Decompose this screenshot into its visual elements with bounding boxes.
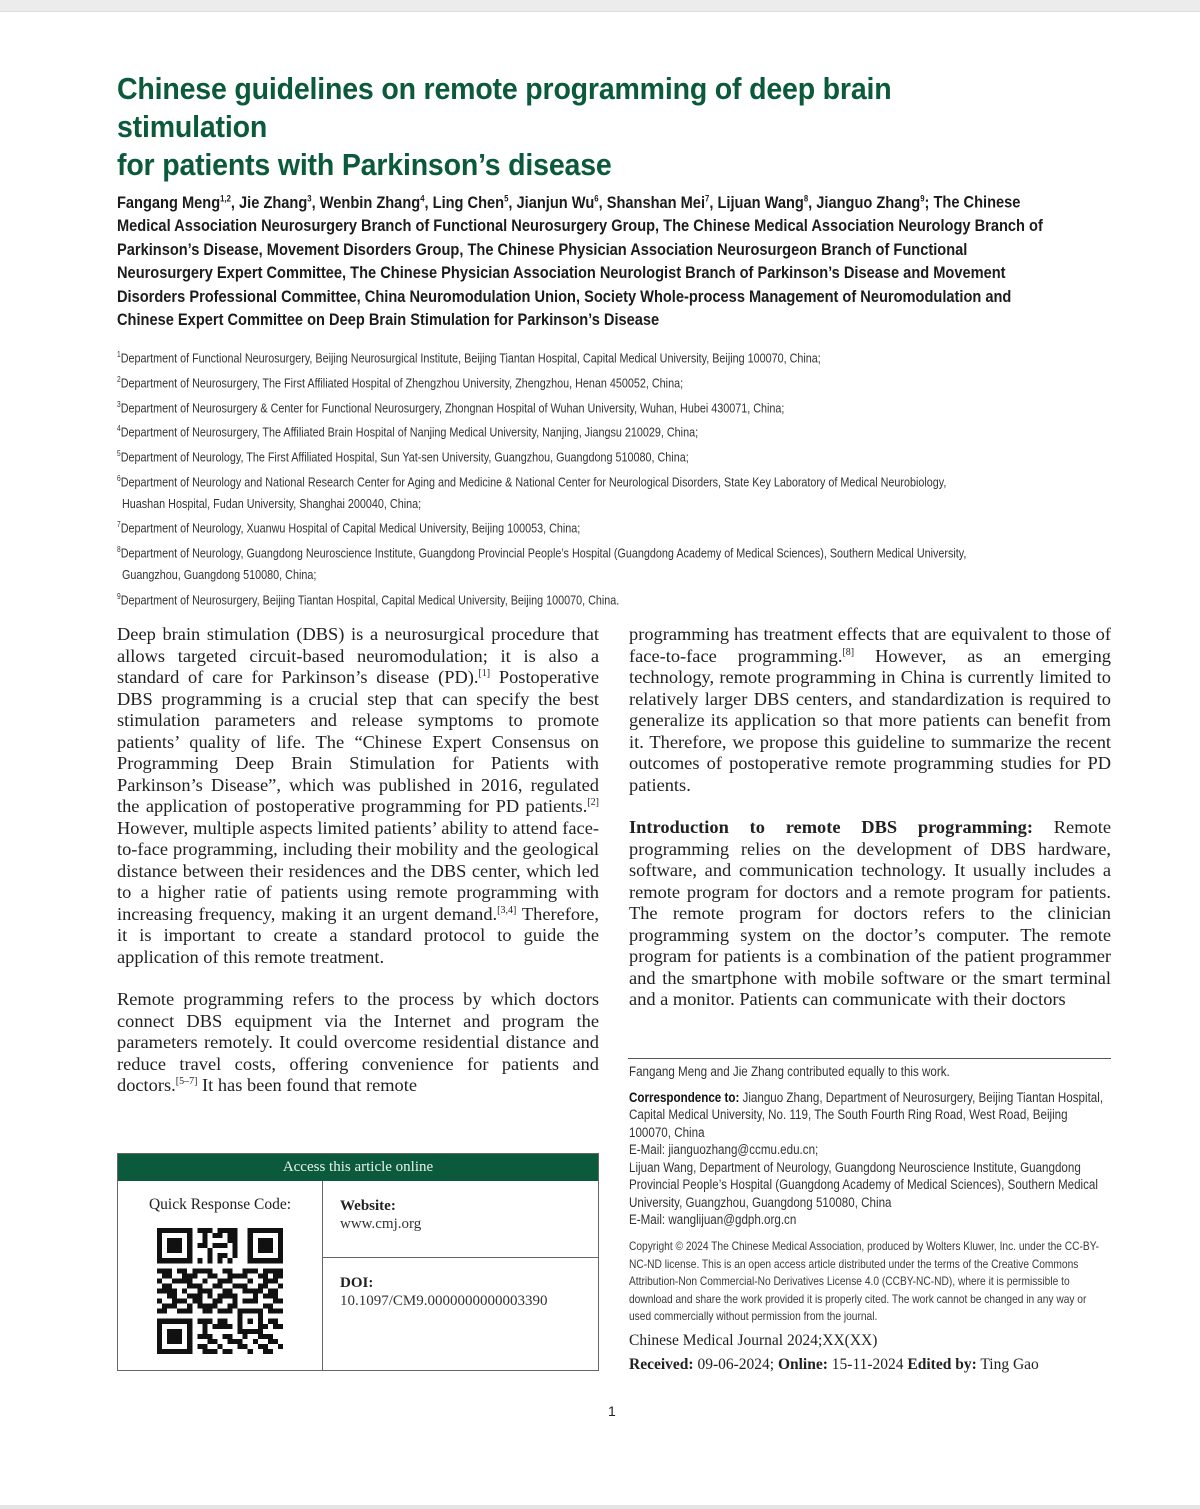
affiliation-item: $^9$Department of Neurosurgery, Beijing Tiantan Hospital, Capital Medical University, Beijing 100070, China. — [117, 591, 620, 607]
author-affiliation-marker: 5 — [504, 193, 509, 203]
affiliations-list — [117, 344, 1013, 610]
author-list — [117, 187, 1046, 332]
received-label: Received: — [629, 1356, 694, 1373]
journal-citation: Chinese Medical Journal 2024;XX(XX) — [629, 1332, 878, 1349]
correspondence-line-2: Lijuan Wang, Department of Neurology, Guangdong Neuroscience Institute, Guangdong Provincial People’s Hospital (Guangdong Academy of Medical Sciences), Southern Medical University, Guangzhou, Guangdong 510080, China — [629, 1159, 1098, 1210]
affiliation-item: $^5$Department of Neurology, The First Affiliated Hospital, Sun Yat-sen University, Guangzhou, Guangdong 510080, China; — [117, 449, 689, 465]
editor-name: Ting Gao — [976, 1356, 1039, 1373]
affiliation-number: 1 — [117, 350, 121, 359]
title-line-1: Chinese guidelines on remote programming of deep brain stimulation — [117, 71, 892, 144]
article-title — [117, 70, 1037, 184]
body-paragraph: programming has treatment effects that are equivalent to those of face-to-face programming.[8] However, as an emerging technology, remote programming in China is currently limited to relatively larger DBS centers, and standardization is required to generalize its application so that more patients can benefit from it. Therefore, we propose this guideline to summarize the recent outcomes of postoperative remote programming studies for PD patients. — [629, 624, 1111, 795]
author-affiliation-marker: 1,2 — [220, 193, 231, 203]
edited-by-label: Edited by: — [907, 1356, 977, 1373]
publication-dates — [629, 1356, 1039, 1374]
author-name: Lijuan Wang — [717, 192, 804, 212]
body-column-right — [629, 624, 1111, 1032]
website-row — [323, 1181, 598, 1258]
online-label: Online: — [777, 1356, 828, 1373]
qr-cell — [118, 1181, 323, 1370]
affiliation-number: 9 — [117, 591, 121, 601]
affiliation-number: 3 — [117, 399, 121, 409]
website-link[interactable]: www.cmj.org — [340, 1216, 422, 1232]
author-affiliation-marker: 7 — [705, 193, 710, 203]
affiliation-item: Huashan Hospital, Fudan University, Shanghai 200040, China; — [121, 495, 422, 511]
affiliation-item: Guangzhou, Guangdong 510080, China; — [121, 567, 317, 583]
author-name: Jie Zhang — [239, 192, 308, 212]
correspondence-email-2[interactable]: E-Mail: wanglijuan@gdph.org.cn — [629, 1212, 797, 1227]
author-names: Fangang Meng$^{1,2}$, Jie Zhang$^3$, Wenbin Zhang$^4$, Ling Chen$^5$, Jianjun Wu$^6$, Shanshan Mei$^7$, Lijuan Wang$^8$, Jianguo Zhang$^9$; — [117, 192, 934, 212]
author-name: Shanshan Mei — [606, 192, 706, 212]
correspondence-line-1: Jianguo Zhang, Department of Neurosurgery, Beijing Tiantan Hospital, Capital Medical University, No. 119, The South Fourth Ring Road, West Road, Beijing 100070, China — [629, 1089, 1104, 1140]
affiliation-number: 2 — [117, 374, 121, 384]
body-paragraph: Introduction to remote DBS programming: Remote programming relies on the development of DBS hardware, software, and communication technology. It usually includes a remote program for doctors and a remote program for patients. The remote program for doctors refers to the clinician programming system on the doctor’s computer. The remote program for patients is a combination of the patient programmer and the smartphone with mobile software or the smart terminal and a monitor. Patients can communicate with their doctors — [629, 817, 1111, 1009]
author-groups: The Chinese Medical Association Neurosurgery Branch of Functional Neurosurgery Group, The Chinese Medical Association Neurology Branch of Parkinson’s Disease, Movement Disorders Group, The Chinese Physician Association Neurosurgeon Branch of Functional Neurosurgery Expert Committee, The Chinese Physician Association Neurologist Branch of Parkinson’s Disease and Movement Disorders Professional Committee, China Neuromodulation Union, Society Whole-process Management of Neuromodulation and Chinese Expert Committee on Deep Brain Stimulation for Parkinson’s Disease — [117, 192, 1043, 330]
affiliation-item: $^3$Department of Neurosurgery & Center for Functional Neurosurgery, Zhongnan Hospital of Wuhan University, Wuhan, Hubei 430071, China; — [117, 399, 785, 415]
section-heading: Introduction to remote DBS programming: — [629, 817, 1033, 837]
footnotes — [629, 1063, 1111, 1229]
viewer-bottom-bar — [0, 1505, 1200, 1509]
affiliation-number: 6 — [117, 474, 121, 484]
author-name: Jianguo Zhang — [816, 192, 921, 212]
author-name: Fangang Meng — [117, 192, 221, 212]
author-affiliation-marker: 9 — [920, 193, 925, 203]
affiliation-item: $^8$Department of Neurology, Guangdong Neuroscience Institute, Guangdong Provincial People’s Hospital (Guangdong Academy of Medical Sciences), Southern Medical University, — [117, 545, 967, 561]
author-name: Wenbin Zhang — [319, 192, 421, 212]
affiliation-number: 7 — [117, 520, 121, 530]
affiliation-item: $^7$Department of Neurology, Xuanwu Hospital of Capital Medical University, Beijing 100053, China; — [117, 520, 581, 536]
affiliation-item: $^1$Department of Functional Neurosurgery, Beijing Neurosurgical Institute, Beijing Tiantan Hospital, Capital Medical University, Beijing 100070, China; — [117, 350, 821, 366]
doi-label: DOI: — [340, 1275, 374, 1291]
body-column-left — [117, 624, 599, 1118]
citation-ref[interactable]: [5–7] — [175, 1075, 198, 1087]
affiliation-number: 4 — [117, 424, 121, 434]
affiliation-number: 8 — [117, 545, 121, 555]
correspondence-email-1[interactable]: E-Mail: jianguozhang@ccmu.edu.cn; — [629, 1142, 819, 1157]
author-name: Ling Chen — [432, 192, 505, 212]
received-date: 09-06-2024; — [693, 1356, 778, 1373]
correspondence-label: Correspondence to: — [629, 1089, 740, 1105]
correspondence — [629, 1089, 1111, 1229]
viewer-top-bar — [0, 0, 1200, 12]
body-paragraph: Deep brain stimulation (DBS) is a neurosurgical procedure that allows targeted circuit-based neuromodulation; it is also a standard of care for Parkinson’s disease (PD).[1] Postoperative DBS programming is a crucial step that can specify the best stimulation parameters and release symptoms to promote patients’ quality of life. The “Chinese Expert Consensus on Programming Deep Brain Stimulation for Patients with Parkinson’s Disease”, which was published in 2016, regulated the application of postoperative programming for PD patients.[2] However, multiple aspects limited patients’ ability to attend face-to-face programming, including their mobility and the geological distance between their residences and the DBS center, which led to a higher ratie of patients using remote programming with increasing frequency, making it an urgent demand.[3,4] Therefore, it is important to create a standard protocol to guide the application of this remote treatment. — [117, 624, 599, 967]
equal-contribution-note: Fangang Meng and Jie Zhang contributed equally to this work. — [629, 1064, 950, 1079]
website-label: Website: — [340, 1198, 396, 1214]
title-line-2: for patients with Parkinson’s disease — [117, 147, 612, 182]
affiliation-item: $^6$Department of Neurology and National Research Center for Aging and Medicine & National Center for Neurological Disorders, State Key Laboratory of Medical Neurobiology, — [117, 474, 947, 490]
author-affiliation-marker: 4 — [420, 193, 425, 203]
affiliation-item: $^2$Department of Neurosurgery, The First Affiliated Hospital of Zhengzhou University, Zhengzhou, Henan 450052, China; — [117, 374, 684, 391]
body-paragraph: Remote programming refers to the process by which doctors connect DBS equipment via the Internet and program the parameters remotely. It could overcome residential distance and reduce travel costs, offering convenience for patients and doctors.[5–7] It has been found that remote — [117, 989, 599, 1095]
citation-ref[interactable]: [3,4] — [497, 904, 517, 916]
doi-link[interactable]: 10.1097/CM9.0000000000003390 — [340, 1293, 548, 1309]
qr-label: Quick Response Code: — [148, 1196, 292, 1213]
affiliation-item: $^4$Department of Neurosurgery, The Affiliated Brain Hospital of Nanjing Medical University, Nanjing, Jiangsu 210029, China; — [117, 424, 699, 440]
page-number: 1 — [608, 1403, 616, 1419]
citation-ref[interactable]: [2] — [587, 796, 599, 808]
access-box-header: Access this article online — [118, 1154, 598, 1181]
author-affiliation-marker: 8 — [803, 193, 809, 203]
author-affiliation-marker: 6 — [594, 193, 599, 203]
copyright-notice: Copyright © 2024 The Chinese Medical Association, produced by Wolters Kluwer, Inc. under the CC-BY-NC-ND license. This is an open access article distributed under the terms of the Creative Commons Attribution-Non Commercial-No Derivatives License 4.0 (CCBY-NC-ND), where it is permissible to download and share the work provided it is properly cited. The work cannot be changed in any way or used commercially without permission from the journal. — [629, 1239, 1099, 1323]
doi-row — [323, 1258, 598, 1310]
access-article-box — [117, 1153, 599, 1371]
author-affiliation-marker: 3 — [307, 193, 312, 203]
citation-ref[interactable]: [1] — [478, 667, 491, 679]
author-name: Jianjun Wu — [516, 192, 595, 212]
citation-ref[interactable]: [8] — [842, 646, 855, 658]
online-date: 15-11-2024 — [827, 1356, 908, 1373]
footnote-divider — [628, 1058, 1111, 1059]
qr-code-icon[interactable] — [157, 1228, 283, 1354]
affiliation-number: 5 — [117, 449, 121, 459]
